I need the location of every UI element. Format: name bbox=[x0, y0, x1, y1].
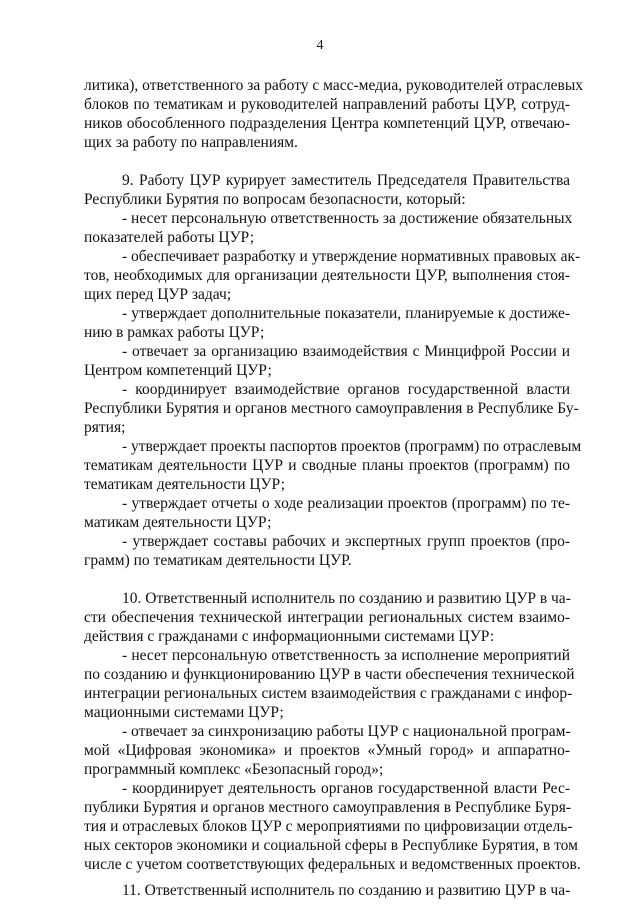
text-line: матикам деятельности ЦУР; bbox=[84, 514, 272, 531]
text-line: щих перед ЦУР задач; bbox=[84, 286, 232, 303]
text-line: - координирует деятельность органов государственной власти Рес- bbox=[122, 780, 570, 797]
text-line: - несет персональную ответственность за исполнение мероприятий bbox=[122, 647, 570, 664]
page-number: 4 bbox=[316, 38, 324, 53]
text-line: числе с учетом соответствующих федеральных и ведомственных проектов. bbox=[84, 856, 581, 873]
text-line: сти обеспечения технической интеграции региональных систем взаимо- bbox=[84, 609, 570, 626]
text-line: тематикам деятельности ЦУР и сводные планы проектов (программ) по bbox=[84, 457, 570, 474]
text-line: блоков по тематикам и руководителей направлений работы ЦУР, сотруд- bbox=[84, 96, 570, 113]
text-line: показателей работы ЦУР; bbox=[84, 229, 255, 246]
text-line: мационными системами ЦУР; bbox=[84, 704, 284, 721]
text-line: рятия; bbox=[84, 419, 126, 436]
text-line: нию в рамках работы ЦУР; bbox=[84, 324, 265, 341]
text-line: ных секторов экономики и социальной сферы в Республике Бурятия, в том bbox=[84, 837, 578, 854]
text-line: программный комплекс «Безопасный город»; bbox=[84, 761, 384, 778]
text-line: по созданию и функционированию ЦУР в части обеспечения технической bbox=[84, 666, 575, 683]
text-line: - утверждает составы рабочих и экспертных групп проектов (про- bbox=[122, 533, 570, 550]
text-line: 9. Работу ЦУР курирует заместитель Председателя Правительства bbox=[122, 172, 570, 189]
text-line: интеграции региональных систем взаимодействия с гражданами с инфор- bbox=[84, 685, 573, 702]
text-line: - утверждает проекты паспортов проектов (программ) по отраслевым bbox=[122, 438, 582, 455]
text-line: ников обособленного подразделения Центра компетенций ЦУР, отвечаю- bbox=[84, 115, 570, 132]
text-line: мой «Цифровая экономика» и проектов «Умный город» и аппаратно- bbox=[84, 742, 570, 759]
text-line: тов, необходимых для организации деятельности ЦУР, выполнения стоя- bbox=[84, 267, 570, 284]
text-line: - отвечает за синхронизацию работы ЦУР с национальной програм- bbox=[122, 723, 571, 740]
text-line: Республики Бурятия по вопросам безопасности, который: bbox=[84, 191, 466, 208]
text-line: - несет персональную ответственность за достижение обязательных bbox=[122, 210, 573, 227]
text-line: Центром компетенций ЦУР; bbox=[84, 362, 272, 379]
text-line: 11. Ответственный исполнитель по созданию и развитию ЦУР в ча- bbox=[122, 882, 571, 899]
text-line: публики Бурятия и органов местного самоуправления в Республике Буря- bbox=[84, 799, 572, 816]
text-line: литика), ответственного за работу с масс-медиа, руководителей отраслевых bbox=[84, 77, 583, 94]
text-line: - координирует взаимодействие органов государственной власти bbox=[122, 381, 570, 398]
text-line: действия с гражданами с информационными системами ЦУР: bbox=[84, 628, 495, 645]
text-line: тематикам деятельности ЦУР; bbox=[84, 476, 286, 493]
text-line: - обеспечивает разработку и утверждение нормативных правовых ак- bbox=[122, 248, 581, 265]
text-line: - утверждает отчеты о ходе реализации проектов (программ) по те- bbox=[122, 495, 570, 512]
text-line: - отвечает за организацию взаимодействия с Минцифрой России и bbox=[122, 343, 570, 360]
text-line: Республики Бурятия и органов местного самоуправления в Республике Бу- bbox=[84, 400, 579, 417]
text-line: тия и отраслевых блоков ЦУР с мероприятиями по цифровизации отдель- bbox=[84, 818, 573, 835]
text-line: щих за работу по направлениям. bbox=[84, 134, 298, 151]
text-line: - утверждает дополнительные показатели, планируемые к достиже- bbox=[122, 305, 570, 322]
text-line: 10. Ответственный исполнитель по созданию и развитию ЦУР в ча- bbox=[122, 590, 571, 607]
text-line: грамм) по тематикам деятельности ЦУР. bbox=[84, 552, 352, 569]
